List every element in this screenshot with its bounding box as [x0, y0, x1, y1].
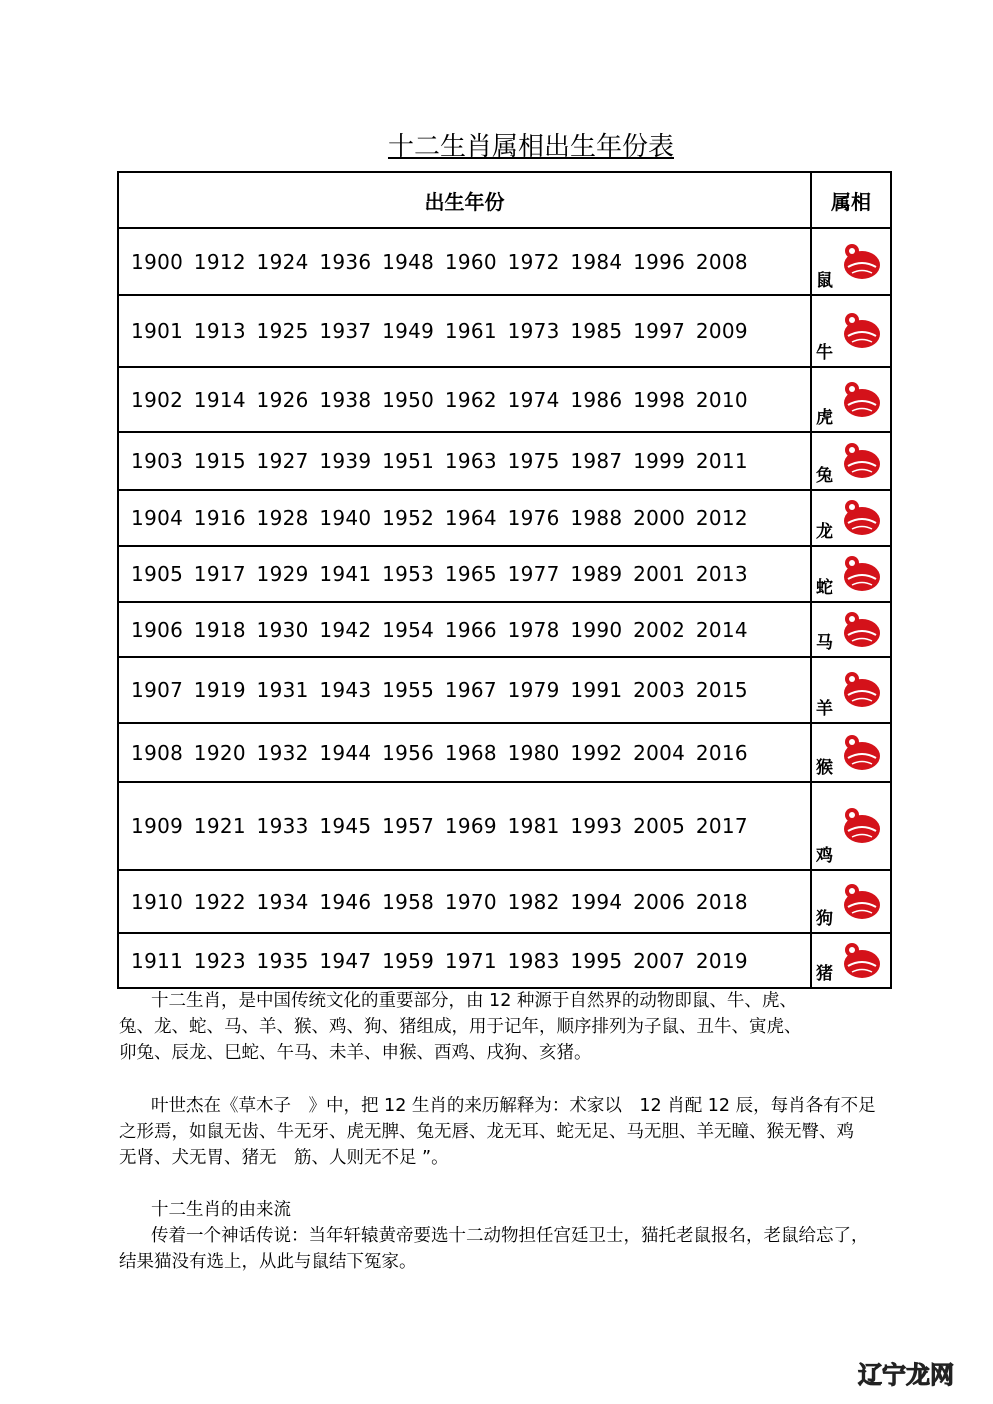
- zodiac-cell: [811, 295, 891, 367]
- table-row: [118, 657, 891, 723]
- snake-icon: [838, 551, 884, 597]
- zodiac-cell: [811, 870, 891, 933]
- paragraph-origin: [119, 1093, 894, 1171]
- zodiac-cell: [811, 723, 891, 782]
- table-row: [118, 432, 891, 490]
- text-line: 兔、龙、蛇、马、羊、猴、鸡、狗、猪组成，用于记年，顺序排列为子鼠、丑牛、寅虎、: [119, 1017, 802, 1037]
- table-row: [118, 367, 891, 432]
- watermark-part2: 龙网: [906, 1361, 954, 1389]
- text-line: 卯兔、辰龙、巳蛇、午马、未羊、申猴、酉鸡、戌狗、亥猪。: [119, 1043, 592, 1063]
- watermark-logo: [858, 1355, 954, 1390]
- dragon-icon: [838, 495, 884, 541]
- table-row: [118, 933, 891, 988]
- zodiac-name: 虎: [816, 408, 833, 428]
- zodiac-cell: [811, 782, 891, 870]
- birth-years: 1910 1922 1934 1946 1958 1970 1982 1994 2006 2018: [118, 870, 811, 933]
- zodiac-name: 鼠: [816, 271, 833, 291]
- zodiac-cell: [811, 546, 891, 602]
- table-row: [118, 546, 891, 602]
- birth-years: 1903 1915 1927 1939 1951 1963 1975 1987 1999 2011: [118, 432, 811, 490]
- zodiac-cell: [811, 432, 891, 490]
- table-row: [118, 602, 891, 657]
- table-row: [118, 490, 891, 546]
- zodiac-name: 马: [816, 633, 833, 653]
- zodiac-name: 狗: [816, 909, 833, 929]
- zodiac-name: 猴: [816, 758, 833, 778]
- watermark-part1: 辽宁: [858, 1361, 906, 1389]
- birth-years: 1907 1919 1931 1943 1955 1967 1979 1991 2003 2015: [118, 657, 811, 723]
- table-row: [118, 723, 891, 782]
- zodiac-name: 羊: [816, 699, 833, 719]
- monkey-icon: [838, 730, 884, 776]
- zodiac-table: [117, 171, 892, 989]
- header-birth-years: 出生年份: [118, 172, 811, 228]
- rooster-icon: [838, 803, 884, 849]
- text-line: 无肾、犬无胃、猪无 筋、人则无不足 ”。: [119, 1148, 449, 1168]
- table-row: [118, 782, 891, 870]
- text-line: 之形焉，如鼠无齿、牛无牙、虎无脾、兔无唇、龙无耳、蛇无足、马无胆、羊无瞳、猴无臀、鸡: [119, 1122, 854, 1142]
- birth-years: 1905 1917 1929 1941 1953 1965 1977 1989 2001 2013: [118, 546, 811, 602]
- zodiac-cell: [811, 228, 891, 295]
- birth-years: 1908 1920 1932 1944 1956 1968 1980 1992 2004 2016: [118, 723, 811, 782]
- text-line: 叶世杰在《草木子 》中，把 12 生肖的来历解释为：术家以 12 肖配 12 辰，每肖各有不足: [151, 1096, 876, 1116]
- birth-years: 1909 1921 1933 1945 1957 1969 1981 1993 2005 2017: [118, 782, 811, 870]
- birth-years: 1906 1918 1930 1942 1954 1966 1978 1990 2002 2014: [118, 602, 811, 657]
- text-line: 十二生肖的由来流: [151, 1200, 291, 1220]
- zodiac-name: 牛: [816, 343, 833, 363]
- zodiac-name: 龙: [816, 522, 833, 542]
- birth-years: 1901 1913 1925 1937 1949 1961 1973 1985 1997 2009: [118, 295, 811, 367]
- text-line: 结果猫没有选上，从此与鼠结下冤家。: [119, 1252, 417, 1272]
- birth-years: 1904 1916 1928 1940 1952 1964 1976 1988 2000 2012: [118, 490, 811, 546]
- zodiac-name: 猪: [816, 964, 833, 984]
- zodiac-cell: [811, 490, 891, 546]
- zodiac-cell: [811, 367, 891, 432]
- page-title: 十二生肖属相出生年份表: [387, 132, 674, 162]
- table-row: [118, 295, 891, 367]
- table-header-row: [118, 172, 891, 228]
- birth-years: 1911 1923 1935 1947 1959 1971 1983 1995 2007 2019: [118, 933, 811, 988]
- zodiac-name: 兔: [816, 466, 833, 486]
- ox-icon: [838, 308, 884, 354]
- birth-years: 1902 1914 1926 1938 1950 1962 1974 1986 1998 2010: [118, 367, 811, 432]
- rat-icon: [838, 239, 884, 285]
- zodiac-cell: [811, 602, 891, 657]
- goat-icon: [838, 667, 884, 713]
- rabbit-icon: [838, 438, 884, 484]
- text-line: 十二生肖，是中国传统文化的重要部分，由 12 种源于自然界的动物即鼠、牛、虎、: [151, 991, 797, 1011]
- birth-years: 1900 1912 1924 1936 1948 1960 1972 1984 1996 2008: [118, 228, 811, 295]
- zodiac-cell: [811, 933, 891, 988]
- paragraph-legend: [119, 1197, 894, 1275]
- text-line: 传着一个神话传说：当年轩辕黄帝要选十二动物担任宫廷卫士，猫托老鼠报名，老鼠给忘了，: [151, 1226, 869, 1246]
- header-zodiac: 属相: [811, 172, 891, 228]
- dog-icon: [838, 879, 884, 925]
- table-row: [118, 870, 891, 933]
- table-row: [118, 228, 891, 295]
- horse-icon: [838, 607, 884, 653]
- zodiac-name: 蛇: [816, 578, 833, 598]
- pig-icon: [838, 938, 884, 984]
- tiger-icon: [838, 377, 884, 423]
- zodiac-name: 鸡: [816, 846, 833, 866]
- zodiac-cell: [811, 657, 891, 723]
- paragraph-intro: [119, 988, 894, 1066]
